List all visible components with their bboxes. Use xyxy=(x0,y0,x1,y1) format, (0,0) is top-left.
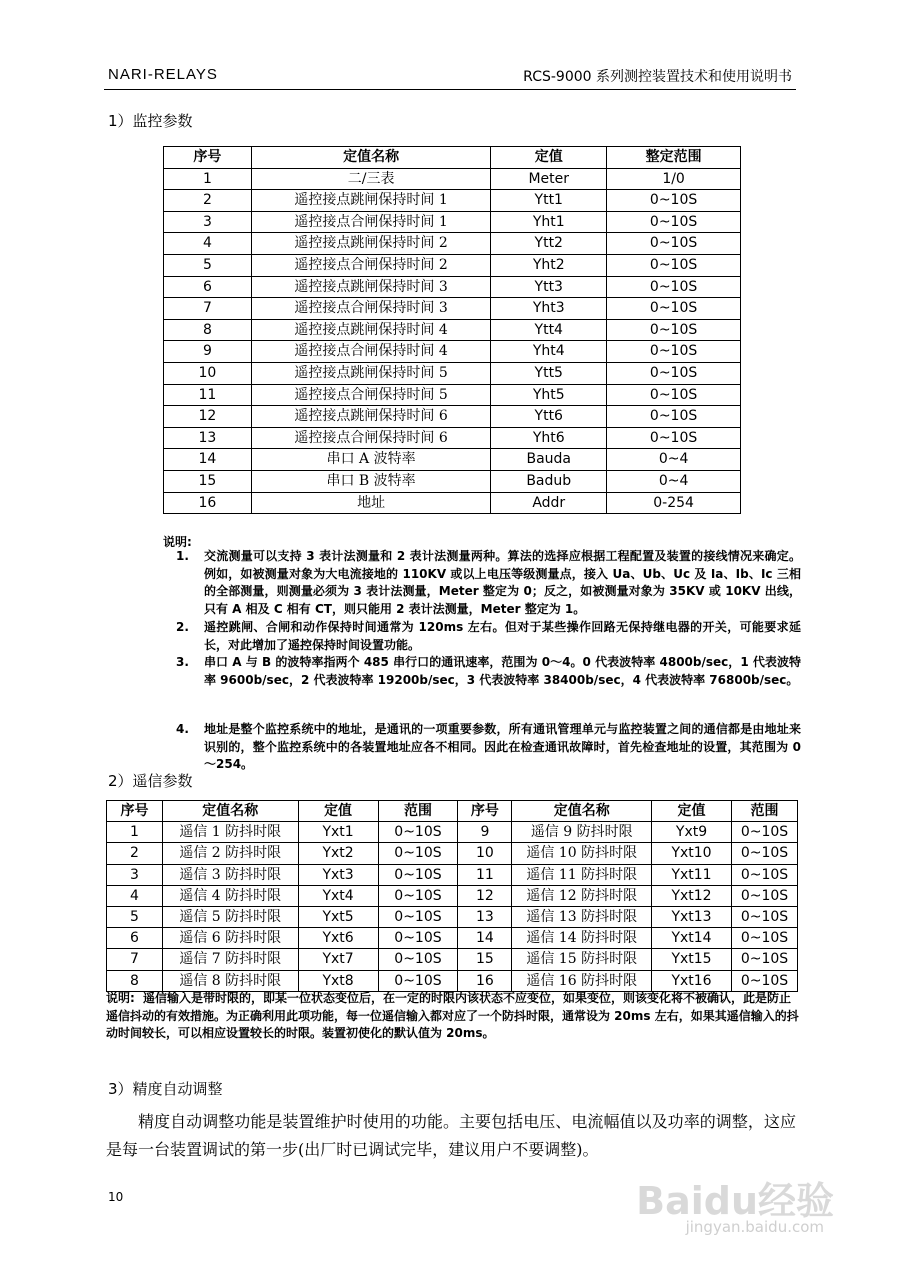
table-cell: Yxt6 xyxy=(298,928,378,949)
table-cell: 0~10S xyxy=(378,928,458,949)
table-row xyxy=(164,362,741,384)
table-cell: 0~4 xyxy=(607,470,741,492)
table-cell: 12 xyxy=(164,406,252,428)
note-number: 4. xyxy=(176,722,189,736)
table-cell: 0~10S xyxy=(607,384,741,406)
table-cell: Yxt9 xyxy=(652,822,732,843)
table-cell: 1 xyxy=(107,822,163,843)
table-row xyxy=(164,492,741,514)
note-item xyxy=(176,721,801,774)
table-row xyxy=(164,341,741,363)
col-header: 定值 xyxy=(298,801,378,822)
note-number: 3. xyxy=(176,655,189,669)
table-row xyxy=(164,470,741,492)
table-row xyxy=(164,211,741,233)
table-cell: 遥信 9 防抖时限 xyxy=(512,822,652,843)
table-row xyxy=(107,949,798,970)
table-cell: 遥控接点合闸保持时间 6 xyxy=(251,427,491,449)
table-cell: 遥信 12 防抖时限 xyxy=(512,885,652,906)
table-cell: 0~10S xyxy=(731,949,797,970)
table-cell: 1 xyxy=(164,168,252,190)
table-cell: 遥信 8 防抖时限 xyxy=(162,970,298,991)
table-cell: 0~10S xyxy=(731,928,797,949)
col-header: 范围 xyxy=(731,801,797,822)
table-cell: 11 xyxy=(458,864,512,885)
table-cell: 遥信 5 防抖时限 xyxy=(162,907,298,928)
table-cell: 遥控接点跳闸保持时间 4 xyxy=(251,319,491,341)
table-cell: Ytt3 xyxy=(491,276,607,298)
table-cell: Meter xyxy=(491,168,607,190)
table-cell: 遥信 1 防抖时限 xyxy=(162,822,298,843)
table-row xyxy=(164,449,741,471)
table-cell: Bauda xyxy=(491,449,607,471)
table-header-row xyxy=(164,147,741,169)
table-cell: 4 xyxy=(164,233,252,255)
table-cell: Yxt5 xyxy=(298,907,378,928)
table-cell: 0~10S xyxy=(607,406,741,428)
table-cell: Yxt2 xyxy=(298,843,378,864)
table-header-row xyxy=(107,801,798,822)
table-cell: Addr xyxy=(491,492,607,514)
table-cell: 遥控接点合闸保持时间 5 xyxy=(251,384,491,406)
col-header: 整定范围 xyxy=(607,147,741,169)
table-cell: Ytt1 xyxy=(491,190,607,212)
table-cell: 14 xyxy=(164,449,252,471)
table-cell: 遥控接点跳闸保持时间 6 xyxy=(251,406,491,428)
table-row xyxy=(107,970,798,991)
table-cell: 遥控接点跳闸保持时间 2 xyxy=(251,233,491,255)
table-cell: 遥信 3 防抖时限 xyxy=(162,864,298,885)
section2-title: 2）遥信参数 xyxy=(108,772,193,790)
table-cell: 0~10S xyxy=(731,970,797,991)
col-header: 定值名称 xyxy=(162,801,298,822)
section3-title: 3）精度自动调整 xyxy=(108,1080,223,1098)
table-cell: Yht2 xyxy=(491,254,607,276)
table-cell: Yht1 xyxy=(491,211,607,233)
table-cell: 遥控接点跳闸保持时间 5 xyxy=(251,362,491,384)
table-cell: Yxt16 xyxy=(652,970,732,991)
table-cell: 0~10S xyxy=(378,885,458,906)
table-cell: 0~10S xyxy=(731,907,797,928)
page-number: 10 xyxy=(108,1190,124,1204)
table-cell: 遥控接点合闸保持时间 2 xyxy=(251,254,491,276)
table-cell: 0~10S xyxy=(731,843,797,864)
table-cell: Yht3 xyxy=(491,298,607,320)
table-cell: 0~4 xyxy=(607,449,741,471)
table-cell: 0~10S xyxy=(607,276,741,298)
table-row xyxy=(107,864,798,885)
table-row xyxy=(164,233,741,255)
table-cell: 遥信 6 防抖时限 xyxy=(162,928,298,949)
table-cell: Yxt11 xyxy=(652,864,732,885)
table-cell: Yxt4 xyxy=(298,885,378,906)
table-cell: 遥控接点跳闸保持时间 1 xyxy=(251,190,491,212)
table-cell: 9 xyxy=(164,341,252,363)
table-cell: Badub xyxy=(491,470,607,492)
table-cell: 二/三表 xyxy=(251,168,491,190)
table-cell: 0~10S xyxy=(378,864,458,885)
table-cell: 遥控接点合闸保持时间 1 xyxy=(251,211,491,233)
table-row xyxy=(107,885,798,906)
table-cell: Yxt7 xyxy=(298,949,378,970)
table-row xyxy=(164,427,741,449)
table-cell: 2 xyxy=(164,190,252,212)
table-cell: 遥信 15 防抖时限 xyxy=(512,949,652,970)
table-row xyxy=(164,168,741,190)
col-header: 定值 xyxy=(652,801,732,822)
table-cell: Yxt8 xyxy=(298,970,378,991)
table-cell: 7 xyxy=(164,298,252,320)
table-cell: 0~10S xyxy=(607,211,741,233)
note-number: 1. xyxy=(176,549,189,563)
header-doc-title: RCS-9000 系列测控装置技术和使用说明书 xyxy=(523,69,792,85)
monitoring-params-table xyxy=(163,146,741,514)
table-cell: Yht4 xyxy=(491,341,607,363)
signal-params-table xyxy=(106,800,798,992)
table-cell: Yxt15 xyxy=(652,949,732,970)
table-row xyxy=(107,843,798,864)
section1-title: 1）监控参数 xyxy=(108,112,193,130)
table-cell: 15 xyxy=(164,470,252,492)
table-cell: Yxt10 xyxy=(652,843,732,864)
table-cell: Yxt3 xyxy=(298,864,378,885)
table-cell: 1/0 xyxy=(607,168,741,190)
table-cell: 14 xyxy=(458,928,512,949)
table-cell: 8 xyxy=(164,319,252,341)
table-cell: 0~10S xyxy=(378,907,458,928)
section2-note-text: 遥信输入是带时限的，即某一位状态变位后，在一定的时限内该状态不应变位，如果变位，则该变化将不被确认，此是防止遥信抖动的有效措施。为正确利用此项功能，每一位遥信输入都对应了一个防抖时限，通常设为 20ms 左右，如果其遥信输入的抖动时间较长，可以相应设置较长的时限。装置初使化的默认值为 20ms。 xyxy=(106,991,799,1040)
note-text: 交流测量可以支持 3 表计法测量和 2 表计法测量两种。算法的选择应根据工程配置及装置的接线情况来确定。例如，如被测量对象为大电流接地的 110KV 或以上电压等级测量点，接入 Ua、Ub、Uc 及 Ia、Ib、Ic 三相的全部测量，则测量必须为 3 表计法测量，Meter 整定为 0；反之，如被测量对象为 35KV 或 10KV 出线，只有 A 相及 C 相有 CT，则只能用 2 表计法测量，Meter 整定为 1。 xyxy=(204,549,801,616)
table-cell: 6 xyxy=(164,276,252,298)
table-row xyxy=(107,822,798,843)
header-divider xyxy=(104,89,796,90)
table-cell: 遥控接点合闸保持时间 4 xyxy=(251,341,491,363)
col-header: 序号 xyxy=(164,147,252,169)
table-cell: 3 xyxy=(107,864,163,885)
header-brand: NARI-RELAYS xyxy=(108,66,218,83)
table-cell: 0~10S xyxy=(378,843,458,864)
table-cell: 串口 A 波特率 xyxy=(251,449,491,471)
table-cell: 遥信 11 防抖时限 xyxy=(512,864,652,885)
table-cell: 0~10S xyxy=(731,885,797,906)
section2-note-label: 说明: xyxy=(106,991,135,1005)
table-cell: 3 xyxy=(164,211,252,233)
table-cell: 0~10S xyxy=(607,233,741,255)
watermark-logo: Baidu经验 xyxy=(636,1179,834,1223)
table-cell: 0~10S xyxy=(607,362,741,384)
note-item xyxy=(176,548,801,618)
note-text: 地址是整个监控系统中的地址，是通讯的一项重要参数，所有通讯管理单元与监控装置之间的通信都是由地址来识别的，整个监控系统中的各装置地址应各不相同。因此在检查通讯故障时，首先检查地址的设置，其范围为 0～254。 xyxy=(204,722,801,771)
note-text: 遥控跳闸、合闸和动作保持时间通常为 120ms 左右。但对于某些操作回路无保持继电器的开关，可能要求延长，对此增加了遥控保持时间设置功能。 xyxy=(204,620,801,652)
table-cell: 0~10S xyxy=(607,319,741,341)
table-cell: 8 xyxy=(107,970,163,991)
table-cell: 5 xyxy=(164,254,252,276)
table-cell: 6 xyxy=(107,928,163,949)
col-header: 定值 xyxy=(491,147,607,169)
table-cell: 0~10S xyxy=(378,822,458,843)
table-cell: 遥信 7 防抖时限 xyxy=(162,949,298,970)
table-row xyxy=(164,384,741,406)
table-cell: 5 xyxy=(107,907,163,928)
table-cell: 遥控接点跳闸保持时间 3 xyxy=(251,276,491,298)
table-cell: 遥信 4 防抖时限 xyxy=(162,885,298,906)
table-cell: 0~10S xyxy=(607,427,741,449)
table-cell: 0~10S xyxy=(607,298,741,320)
table-cell: 0~10S xyxy=(607,341,741,363)
table-cell: 0-254 xyxy=(607,492,741,514)
table-cell: Ytt6 xyxy=(491,406,607,428)
table-cell: 0~10S xyxy=(731,822,797,843)
table-cell: Yht6 xyxy=(491,427,607,449)
table-cell: 16 xyxy=(458,970,512,991)
col-header: 范围 xyxy=(378,801,458,822)
table-cell: 10 xyxy=(164,362,252,384)
table-row xyxy=(107,907,798,928)
table-cell: 遥信 2 防抖时限 xyxy=(162,843,298,864)
table-cell: 13 xyxy=(164,427,252,449)
table-cell: 4 xyxy=(107,885,163,906)
table-cell: 0~10S xyxy=(378,949,458,970)
table-row xyxy=(164,298,741,320)
table-cell: Yxt12 xyxy=(652,885,732,906)
table-cell: 9 xyxy=(458,822,512,843)
table-cell: 0~10S xyxy=(607,190,741,212)
table-cell: 遥信 10 防抖时限 xyxy=(512,843,652,864)
table-cell: 12 xyxy=(458,885,512,906)
table-cell: Yxt14 xyxy=(652,928,732,949)
note-item xyxy=(176,619,801,654)
section2-note xyxy=(106,990,800,1043)
table-row xyxy=(164,319,741,341)
table-cell: Ytt2 xyxy=(491,233,607,255)
note-number: 2. xyxy=(176,620,189,634)
section1-notes-label: 说明: xyxy=(163,535,192,549)
table-cell: 2 xyxy=(107,843,163,864)
table-cell: Yht5 xyxy=(491,384,607,406)
section3-paragraph: 精度自动调整功能是装置维护时使用的功能。主要包括电压、电流幅值以及功率的调整，这应是每一台装置调试的第一步(出厂时已调试完毕，建议用户不要调整)。 xyxy=(106,1112,796,1159)
table-cell: Yxt13 xyxy=(652,907,732,928)
table-cell: 13 xyxy=(458,907,512,928)
table-cell: 遥信 13 防抖时限 xyxy=(512,907,652,928)
table-cell: 遥信 14 防抖时限 xyxy=(512,928,652,949)
table-cell: 15 xyxy=(458,949,512,970)
table-cell: 0~10S xyxy=(607,254,741,276)
table-row xyxy=(164,254,741,276)
table-cell: Ytt5 xyxy=(491,362,607,384)
table-cell: 串口 B 波特率 xyxy=(251,470,491,492)
table-cell: 0~10S xyxy=(731,864,797,885)
table-cell: Yxt1 xyxy=(298,822,378,843)
table-cell: Ytt4 xyxy=(491,319,607,341)
table-cell: 遥信 16 防抖时限 xyxy=(512,970,652,991)
table-cell: 遥控接点合闸保持时间 3 xyxy=(251,298,491,320)
table-cell: 10 xyxy=(458,843,512,864)
table-cell: 11 xyxy=(164,384,252,406)
note-text: 串口 A 与 B 的波特率指两个 485 串行口的通讯速率，范围为 0～4。0 代表波特率 4800b/sec，1 代表波特率 9600b/sec，2 代表波特率 19200b/sec，3 代表波特率 38400b/sec，4 代表波特率 76800b/sec。 xyxy=(204,655,801,687)
table-row xyxy=(107,928,798,949)
table-row xyxy=(164,276,741,298)
col-header: 定值名称 xyxy=(512,801,652,822)
col-header: 定值名称 xyxy=(251,147,491,169)
watermark-url: jingyan.baidu.com xyxy=(685,1218,824,1236)
table-cell: 0~10S xyxy=(378,970,458,991)
table-cell: 地址 xyxy=(251,492,491,514)
table-row xyxy=(164,406,741,428)
col-header: 序号 xyxy=(458,801,512,822)
table-row xyxy=(164,190,741,212)
table-cell: 16 xyxy=(164,492,252,514)
table-cell: 7 xyxy=(107,949,163,970)
note-item xyxy=(176,654,801,689)
col-header: 序号 xyxy=(107,801,163,822)
